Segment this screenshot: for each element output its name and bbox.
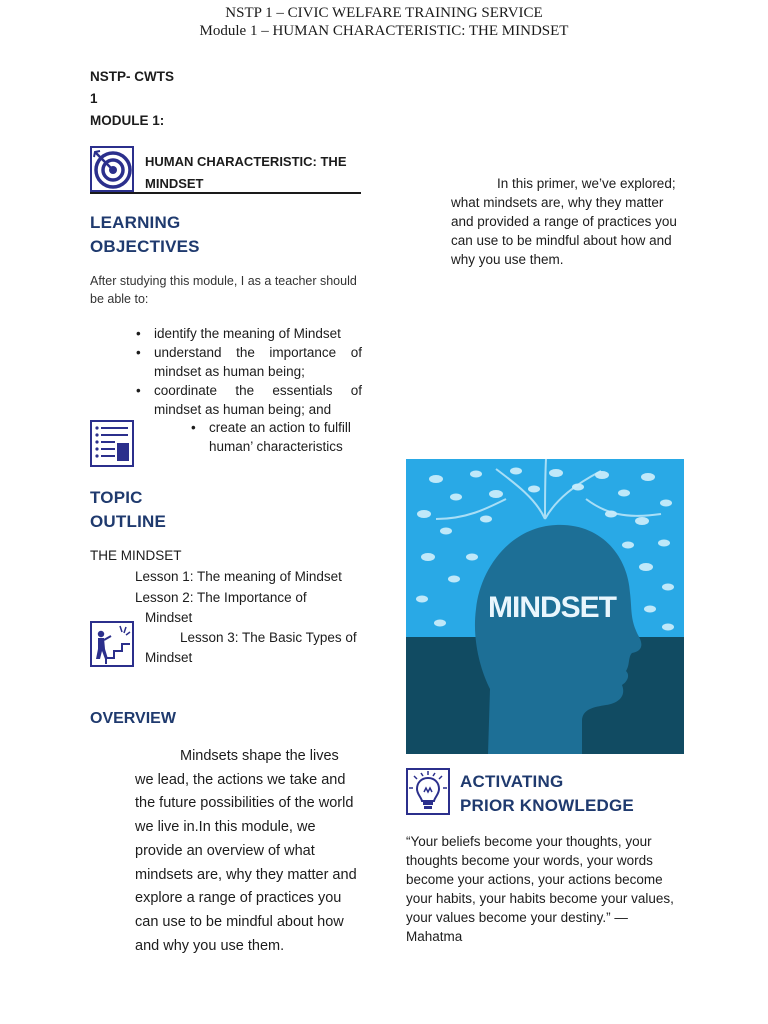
module-title-line1: HUMAN CHARACTERISTIC: THE <box>145 154 347 169</box>
document-header-line2: Module 1 – HUMAN CHARACTERISTIC: THE MINDSET <box>199 23 569 39</box>
outline-lesson-3: Lesson 3: The Basic Types of <box>180 630 357 645</box>
list-item: • identify the meaning of Mindset <box>132 324 362 343</box>
mindset-image-label: MINDSET <box>488 591 616 624</box>
title-underline <box>90 192 361 194</box>
module-title <box>145 151 347 195</box>
list-item: • understand the importance of mindset as human being; <box>132 343 362 381</box>
objectives-intro: After studying this module, I as a teacher should be able to: <box>90 274 357 306</box>
overview-title: OVERVIEW <box>90 710 176 727</box>
course-code: NSTP- CWTS <box>90 69 174 84</box>
module-title-line2: MINDSET <box>145 176 204 191</box>
activating-quote: “Your beliefs become your thoughts, your thoughts become your words, your words become your actions, your actions become your habits, your habits become your values, your values become your destiny.” — Mahatma <box>406 834 674 944</box>
primer-text: In this primer, we’ve explored; what mindsets are, why they matter and provided a range of practices you can use to be mindful about how and why you use them. <box>451 176 677 267</box>
activating-prior-knowledge-title: ACTIVATING PRIOR KNOWLEDGE <box>460 772 634 815</box>
objectives-list <box>132 324 362 419</box>
list-icon <box>90 420 134 467</box>
mindset-head-image <box>406 459 684 754</box>
outline-lesson-2-cont: Mindset <box>145 610 193 625</box>
objectives-list-continued <box>187 418 363 456</box>
light-bulb-icon <box>406 768 450 815</box>
topic-outline-title: TOPIC OUTLINE <box>90 488 167 531</box>
module-label: MODULE 1: <box>90 113 165 128</box>
outline-heading: THE MINDSET <box>90 548 182 563</box>
outline-lesson-3-cont: Mindset <box>145 650 193 665</box>
list-item: • create an action to fulfill human’ characteristics <box>187 418 363 456</box>
course-number: 1 <box>90 91 98 106</box>
stairs-climber-icon <box>90 621 134 667</box>
document-header-line1: NSTP 1 – CIVIC WELFARE TRAINING SERVICE <box>225 5 543 21</box>
course-meta <box>90 66 174 132</box>
target-icon <box>90 146 134 192</box>
outline-lesson-1: Lesson 1: The meaning of Mindset <box>135 569 342 584</box>
list-item: • coordinate the essentials of mindset as human being; and <box>132 381 362 419</box>
overview-text: Mindsets shape the lives we lead, the actions we take and the future possibilities of the world we live in.In this module, we provide an overview of what mindsets are, why they matter and explore a range of practices you can use to be mindful about how and why you use them. <box>135 748 357 954</box>
learning-objectives-title: LEARNING OBJECTIVES <box>90 213 200 256</box>
outline-lesson-2: Lesson 2: The Importance of <box>135 590 307 605</box>
